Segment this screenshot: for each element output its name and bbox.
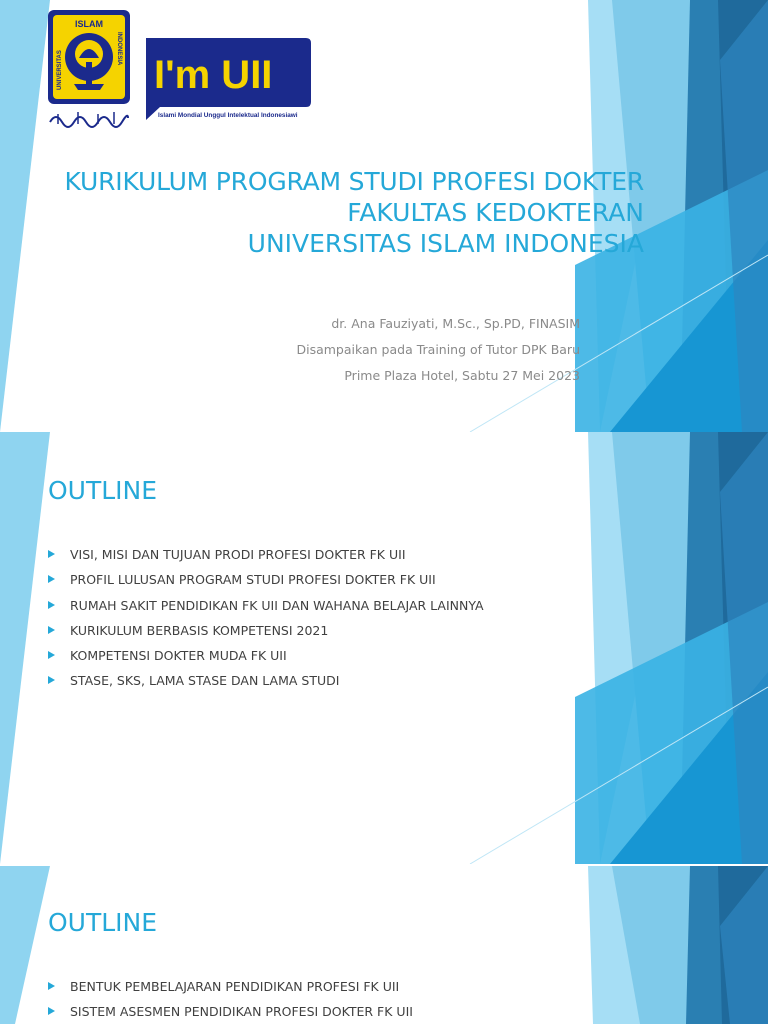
- outline-heading: OUTLINE: [48, 476, 158, 505]
- brand-tagline: Islami Mondial Unggul Intelektual Indonesiawi: [158, 112, 298, 119]
- outline-list: [48, 542, 484, 694]
- list-item: STASE, SKS, LAMA STASE DAN LAMA STUDI: [48, 668, 484, 693]
- list-item: RUMAH SAKIT PENDIDIKAN FK UII DAN WAHANA BELAJAR LAINNYA: [48, 593, 484, 618]
- slide-title: [0, 0, 768, 432]
- outline-heading: OUTLINE: [48, 908, 158, 937]
- bullet-arrow-icon: [48, 1007, 55, 1015]
- outline-list: [48, 974, 413, 1024]
- brand-wordmark: I'm UII: [154, 53, 273, 97]
- list-item: KURIKULUM BERBASIS KOMPETENSI 2021: [48, 618, 484, 643]
- event-venue-date: Prime Plaza Hotel, Sabtu 27 Mei 2023: [344, 368, 580, 383]
- slide-outline-1: [0, 432, 768, 864]
- emblem-top-text: ISLAM: [75, 19, 103, 29]
- bullet-arrow-icon: [48, 982, 55, 990]
- title-line-1: KURIKULUM PROGRAM STUDI PROFESI DOKTER: [64, 167, 644, 196]
- title-line-2: FAKULTAS KEDOKTERAN: [347, 198, 644, 227]
- logo-group: [48, 10, 323, 136]
- bullet-arrow-icon: [48, 575, 55, 583]
- list-item: VISI, MISI DAN TUJUAN PRODI PROFESI DOKTER FK UII: [48, 542, 484, 567]
- list-item: KOMPETENSI DOKTER MUDA FK UII: [48, 643, 484, 668]
- bullet-arrow-icon: [48, 676, 55, 684]
- bullet-arrow-icon: [48, 626, 55, 634]
- event-description: Disampaikan pada Training of Tutor DPK Baru: [296, 342, 580, 357]
- list-item: SISTEM ASESMEN PENDIDIKAN PROFESI DOKTER FK UII: [48, 999, 413, 1024]
- bullet-arrow-icon: [48, 601, 55, 609]
- emblem-right-text: INDONESIA: [116, 32, 122, 66]
- slide-subtitle: [296, 311, 580, 389]
- bullet-arrow-icon: [48, 550, 55, 558]
- emblem-left-text: UNIVERSITAS: [57, 50, 63, 90]
- list-item: PROFIL LULUSAN PROGRAM STUDI PROFESI DOKTER FK UII: [48, 567, 484, 592]
- uii-logo: [48, 10, 323, 132]
- bullet-arrow-icon: [48, 651, 55, 659]
- list-item: BENTUK PEMBELAJARAN PENDIDIKAN PROFESI FK UII: [48, 974, 413, 999]
- presenter-name: dr. Ana Fauziyati, M.Sc., Sp.PD, FINASIM: [331, 316, 580, 331]
- title-line-3: UNIVERSITAS ISLAM INDONESIA: [247, 229, 644, 258]
- slide-outline-2: [0, 866, 768, 1024]
- slide-title-text: [65, 166, 644, 259]
